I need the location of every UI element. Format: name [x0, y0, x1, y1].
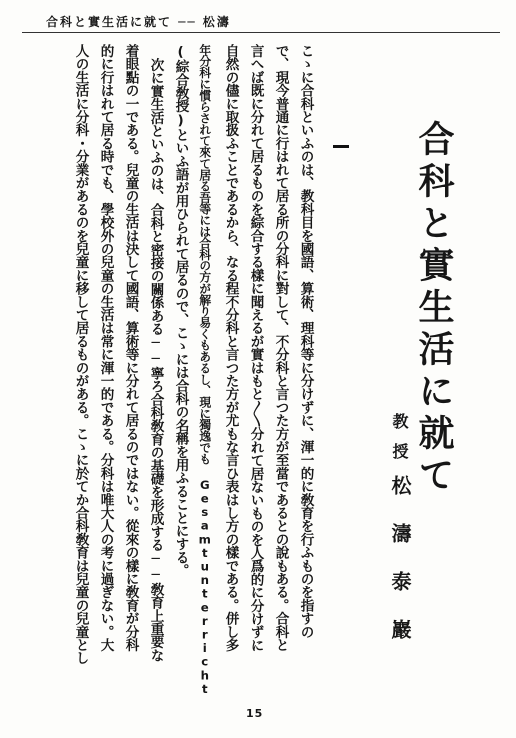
body-column: 言へば既に分れて居るものを綜合する樣に聞えるが實はもと〳〵分れて居ないものを人爲的に分けずに [247, 44, 264, 652]
author-role: 教授 [390, 413, 409, 473]
body-column: 次に實生活といふのは、合科と密接の關係ある──寧ろ合科敎育の基礎を形成する──敎育上重要な [147, 58, 164, 662]
body-column: で、現今普通に行はれて居る所の分科に對して、不分科と言つた方が至當であるとの說もある。合科と [272, 44, 289, 652]
body-column: こゝに合科といふのは、教科目を國語、算術、理科等に分けずに、渾一的に敎育を行ふものを指すの [297, 44, 314, 638]
page-number: 15 [246, 707, 264, 720]
body-column: 自然の儘に取扱ふことであるから、なる程不分科と言つた方が尤もな言ひ表はし方の樣である。併し多 [222, 44, 239, 652]
article-title: 合科と實生活に就て [413, 120, 454, 498]
body-column: 年分科に慣らされて來て居る吾等には合科の方が解り易くもあるし、現に獨逸でも Gesamtunterricht [197, 44, 212, 696]
body-column: 人の生活に分科・分業があるのを兒童に移して居るものがある。こゝに於てか合科敎育は兒童の兒童とし [72, 44, 89, 665]
body-column: (綜合敎授)といふ語が用ひられて居るので、こゝには合科の名稱を用ふることにする。 [172, 44, 189, 577]
running-header-text: 合科と實生活に就て ── 松濤 [46, 15, 231, 29]
section-number-mark [333, 145, 349, 148]
author-name: 松濤泰巖 [388, 475, 412, 667]
body-column: 的に行はれて居る時でも、學校外の兒童の生活は常に渾一的である。分科は唯大人の考に過ぎない。大 [97, 44, 114, 652]
body-column: 着眼點の一である。兒童の生活は決して國語、算術等に分れて居るのではない。從來の樣に敎育が分科 [122, 44, 139, 652]
running-header [22, 10, 500, 33]
